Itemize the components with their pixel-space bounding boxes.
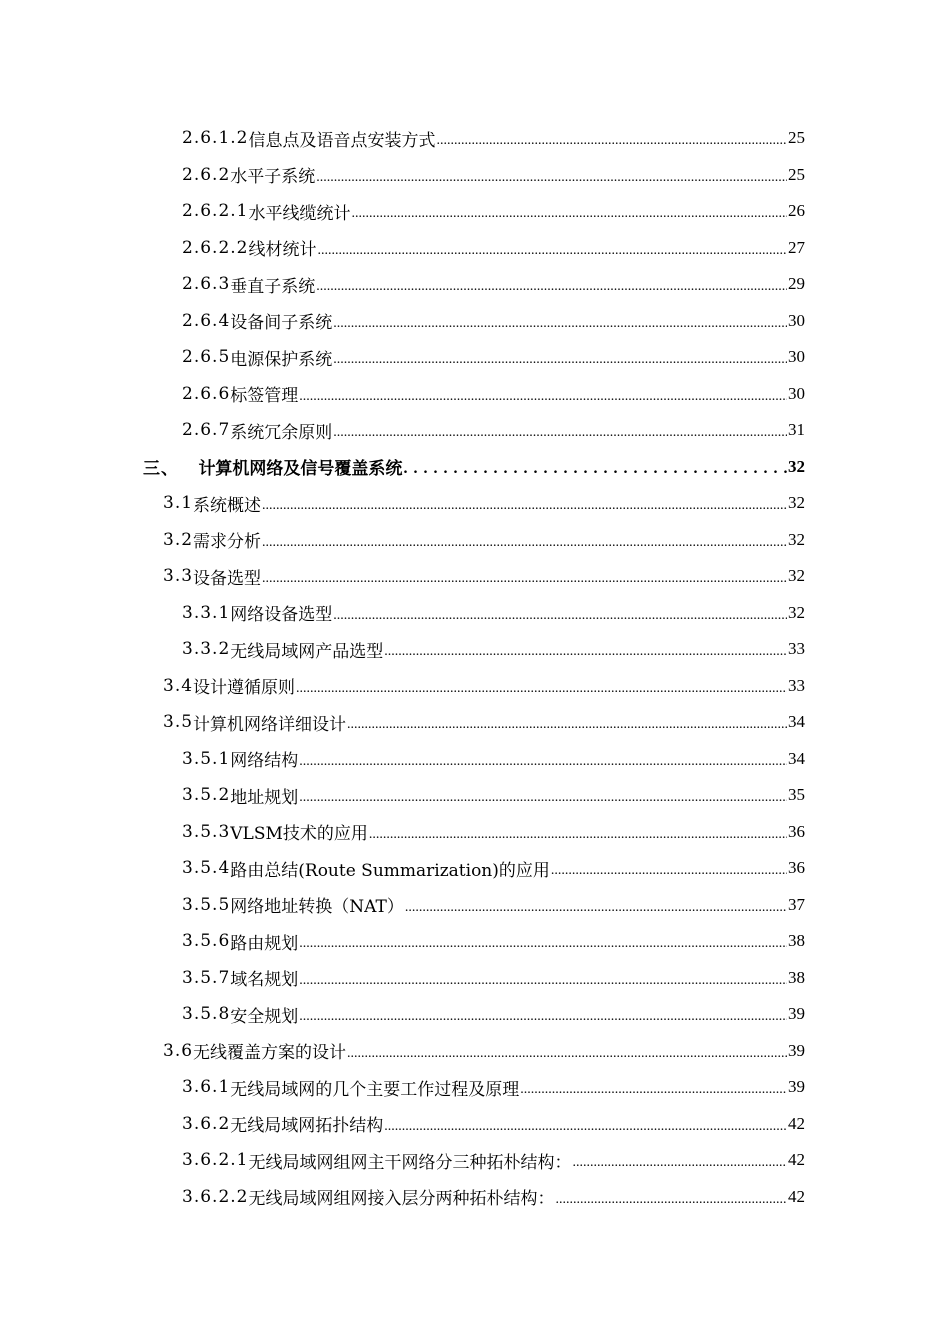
toc-entry[interactable] <box>0 814 950 851</box>
toc-entry-number: 3.2 <box>163 529 194 550</box>
toc-entry[interactable] <box>0 303 950 340</box>
toc-entry-page-number: 37 <box>788 894 805 914</box>
toc-entry-page-number: 38 <box>788 967 805 987</box>
toc-entry[interactable] <box>0 741 950 778</box>
toc-entry-page-number: 39 <box>788 1040 805 1060</box>
toc-entry-page-number: 31 <box>788 420 805 440</box>
toc-entry-title: VLSM技术的应用 <box>230 824 368 845</box>
toc-entry-number: 3.6.1 <box>182 1077 231 1098</box>
toc-entry-title: 设计遵循原则 <box>193 678 296 699</box>
toc-entry[interactable] <box>0 157 950 194</box>
toc-entry-title: 系统概述 <box>193 495 262 516</box>
toc-entry[interactable] <box>0 1106 950 1143</box>
toc-entry-number: 3.3.2 <box>182 639 231 660</box>
toc-dot-leader <box>369 823 787 843</box>
toc-dot-leader <box>299 786 787 806</box>
toc-entry-number: 2.6.3 <box>182 274 231 295</box>
toc-entry-number: 3.3 <box>163 566 194 587</box>
toc-entry-title: 无线局域网组网主干网络分三种拓朴结构： <box>248 1152 572 1173</box>
toc-entry[interactable] <box>0 412 950 449</box>
toc-entry-page-number: 27 <box>788 237 805 257</box>
toc-entry-page-number: 33 <box>788 675 805 695</box>
toc-entry[interactable] <box>0 1033 950 1070</box>
toc-entry-page-number: 34 <box>788 748 805 768</box>
toc-entry[interactable] <box>0 887 950 924</box>
table-of-contents <box>0 120 950 1215</box>
toc-entry[interactable] <box>0 522 950 559</box>
toc-dot-leader <box>436 129 787 149</box>
toc-entry-number: 3.3.1 <box>182 602 231 623</box>
toc-dot-leader <box>555 1188 787 1208</box>
toc-dot-leader <box>351 202 787 222</box>
toc-entry[interactable] <box>0 376 950 413</box>
toc-dot-leader <box>262 531 787 551</box>
toc-entry-title: 安全规划 <box>230 1006 299 1027</box>
toc-entry-number: 三、 <box>143 459 179 480</box>
toc-dot-leader <box>384 640 787 660</box>
toc-entry[interactable] <box>0 631 950 668</box>
toc-entry[interactable] <box>0 266 950 303</box>
toc-entry-page-number: 32 <box>788 456 805 476</box>
toc-entry-number: 3.6.2.1 <box>182 1150 249 1171</box>
toc-entry-number: 2.6.1.2 <box>182 128 249 149</box>
toc-dot-leader <box>403 458 787 478</box>
toc-entry-title: 地址规划 <box>230 787 299 808</box>
toc-entry[interactable] <box>0 704 950 741</box>
toc-entry-title: 需求分析 <box>193 532 262 553</box>
toc-entry-title: 计算机网络及信号覆盖系统 <box>198 459 403 480</box>
toc-dot-leader <box>520 1078 787 1098</box>
toc-entry-number: 2.6.2.2 <box>182 237 249 258</box>
toc-entry-title: 线材统计 <box>248 240 317 261</box>
toc-dot-leader <box>317 239 787 259</box>
toc-dot-leader <box>333 348 787 368</box>
toc-dot-leader <box>316 275 787 295</box>
toc-entry[interactable] <box>0 485 950 522</box>
toc-dot-leader <box>572 1151 787 1171</box>
toc-entry-title: 无线局域网组网接入层分两种拓朴结构： <box>248 1189 555 1210</box>
toc-entry-number: 3.5 <box>163 712 194 733</box>
toc-dot-leader <box>347 1042 787 1062</box>
toc-entry-title: 垂直子系统 <box>230 276 316 297</box>
toc-entry-title: 标签管理 <box>230 386 299 407</box>
toc-entry-title: 水平线缆统计 <box>248 203 351 224</box>
toc-entry[interactable] <box>0 777 950 814</box>
toc-entry-number: 3.6.2.2 <box>182 1186 249 1207</box>
toc-entry-title: 计算机网络详细设计 <box>193 714 347 735</box>
toc-entry-page-number: 33 <box>788 639 805 659</box>
toc-entry-page-number: 29 <box>788 274 805 294</box>
toc-entry-title: 网络设备选型 <box>230 605 333 626</box>
toc-entry-page-number: 25 <box>788 128 805 148</box>
toc-entry-page-number: 32 <box>788 566 805 586</box>
toc-entry-title: 路由规划 <box>230 933 299 954</box>
toc-entry-page-number: 36 <box>788 821 805 841</box>
toc-dot-leader <box>316 166 787 186</box>
toc-dot-leader <box>384 1115 787 1135</box>
toc-dot-leader <box>551 859 787 879</box>
toc-entry-number: 3.6 <box>163 1040 194 1061</box>
toc-entry-number: 2.6.4 <box>182 310 231 331</box>
toc-entry-title: 路由总结(Route Summarization)的应用 <box>230 860 550 881</box>
toc-entry-title: 设备选型 <box>193 568 262 589</box>
toc-entry-title: 水平子系统 <box>230 167 316 188</box>
toc-entry-number: 2.6.7 <box>182 420 231 441</box>
toc-entry[interactable] <box>0 595 950 632</box>
toc-dot-leader <box>299 1005 787 1025</box>
toc-entry-page-number: 42 <box>788 1186 805 1206</box>
toc-entry-number: 2.6.2 <box>182 164 231 185</box>
toc-entry[interactable] <box>0 193 950 230</box>
toc-entry[interactable] <box>0 230 950 267</box>
toc-entry-number: 2.6.6 <box>182 383 231 404</box>
toc-entry-title: 信息点及语音点安装方式 <box>248 130 436 151</box>
toc-entry-number: 3.5.1 <box>182 748 231 769</box>
toc-dot-leader <box>333 312 787 332</box>
toc-entry[interactable] <box>0 923 950 960</box>
toc-dot-leader <box>405 896 787 916</box>
toc-dot-leader <box>299 969 787 989</box>
toc-entry-page-number: 30 <box>788 383 805 403</box>
toc-dot-leader <box>299 385 787 405</box>
toc-entry-page-number: 39 <box>788 1004 805 1024</box>
toc-entry-page-number: 30 <box>788 310 805 330</box>
toc-entry-page-number: 42 <box>788 1150 805 1170</box>
toc-entry[interactable] <box>0 668 950 705</box>
toc-entry-title: 网络地址转换（NAT） <box>230 897 404 918</box>
toc-entry[interactable] <box>0 449 950 486</box>
toc-entry-page-number: 32 <box>788 529 805 549</box>
toc-entry-number: 3.1 <box>163 493 194 514</box>
toc-entry-title: 无线覆盖方案的设计 <box>193 1043 347 1064</box>
toc-entry-title: 设备间子系统 <box>230 313 333 334</box>
toc-entry-number: 3.5.4 <box>182 858 231 879</box>
toc-entry[interactable] <box>0 1069 950 1106</box>
toc-entry-title: 网络结构 <box>230 751 299 772</box>
toc-entry-title: 无线局域网拓扑结构 <box>230 1116 384 1137</box>
toc-entry-title: 无线局域网产品选型 <box>230 641 384 662</box>
toc-entry[interactable] <box>0 339 950 376</box>
toc-entry[interactable] <box>0 120 950 157</box>
toc-entry-number: 3.4 <box>163 675 194 696</box>
toc-entry-page-number: 39 <box>788 1077 805 1097</box>
toc-dot-leader <box>347 713 787 733</box>
toc-dot-leader <box>333 421 787 441</box>
toc-dot-leader <box>299 750 787 770</box>
toc-entry-number: 3.5.7 <box>182 967 231 988</box>
toc-entry-page-number: 25 <box>788 164 805 184</box>
toc-entry-number: 3.5.2 <box>182 785 231 806</box>
toc-entry-page-number: 26 <box>788 201 805 221</box>
toc-entry-number: 3.5.8 <box>182 1004 231 1025</box>
toc-entry-page-number: 30 <box>788 347 805 367</box>
toc-dot-leader <box>296 677 787 697</box>
toc-entry-number: 2.6.5 <box>182 347 231 368</box>
toc-dot-leader <box>299 932 787 952</box>
toc-entry-page-number: 35 <box>788 785 805 805</box>
toc-entry[interactable] <box>0 1142 950 1179</box>
toc-entry-title: 无线局域网的几个主要工作过程及原理 <box>230 1079 520 1100</box>
toc-entry-page-number: 34 <box>788 712 805 732</box>
toc-dot-leader <box>333 604 787 624</box>
toc-entry-page-number: 38 <box>788 931 805 951</box>
toc-entry-page-number: 32 <box>788 602 805 622</box>
toc-entry[interactable] <box>0 850 950 887</box>
toc-entry-title: 系统冗余原则 <box>230 422 333 443</box>
toc-entry-title: 域名规划 <box>230 970 299 991</box>
toc-entry-page-number: 36 <box>788 858 805 878</box>
toc-entry-title: 电源保护系统 <box>230 349 333 370</box>
toc-entry-number: 3.5.3 <box>182 821 231 842</box>
toc-entry-number: 3.5.5 <box>182 894 231 915</box>
toc-entry-number: 3.6.2 <box>182 1113 231 1134</box>
toc-entry-page-number: 42 <box>788 1113 805 1133</box>
toc-entry-number: 3.5.6 <box>182 931 231 952</box>
toc-entry-page-number: 32 <box>788 493 805 513</box>
toc-dot-leader <box>262 494 787 514</box>
toc-entry[interactable] <box>0 558 950 595</box>
toc-entry[interactable] <box>0 960 950 997</box>
toc-dot-leader <box>262 567 787 587</box>
toc-entry[interactable] <box>0 996 950 1033</box>
toc-entry[interactable] <box>0 1179 950 1216</box>
toc-entry-number: 2.6.2.1 <box>182 201 249 222</box>
